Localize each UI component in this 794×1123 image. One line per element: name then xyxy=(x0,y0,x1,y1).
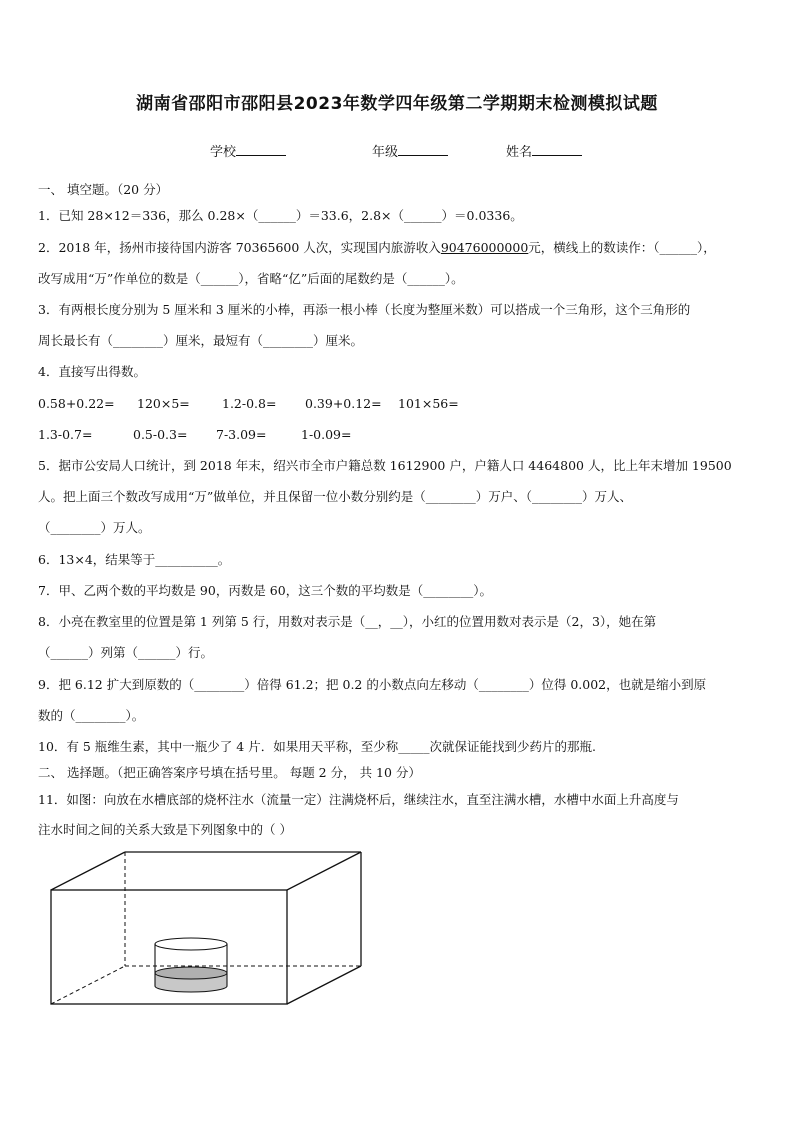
q2-text-post: 元，横线上的数读作：（______）， xyxy=(528,240,716,255)
name-blank[interactable] xyxy=(532,143,582,156)
grade-label: 年级 xyxy=(372,145,399,160)
question-2-line-2: 改写成用“万”作单位的数是（______），省略“亿”后面的尾数约是（______）。 xyxy=(38,271,464,286)
q4-item: 1.3-0.7= xyxy=(38,427,93,442)
question-9-line-1: 9．把 6.12 扩大到原数的（________）倍得 61.2；把 0.2 的小数点向左移动（________）位得 0.002，也就是缩小到原 xyxy=(38,677,707,692)
question-11-line-1: 11．如图：向放在水槽底部的烧杯注水（流量一定）注满烧杯后，继续注水，直至注满水槽，水槽中水面上升高度与 xyxy=(38,792,679,807)
q4-item: 101×56= xyxy=(398,396,459,411)
page-title: 湖南省邵阳市邵阳县2023年数学四年级第二学期期末检测模拟试题 xyxy=(136,94,658,114)
question-5-line-1: 5．据市公安局人口统计，到 2018 年末，绍兴市全市户籍总数 1612900 户，户籍人口 4464800 人，比上年末增加 19500 xyxy=(38,458,732,473)
section-fill-heading: 一、 填空题。（20 分） xyxy=(38,182,169,197)
q2-underlined-number: 90476000000 xyxy=(440,240,529,255)
question-2-line-1 xyxy=(38,240,716,256)
question-4: 4．直接写出得数。 xyxy=(38,364,146,379)
question-5-line-3: （________）万人。 xyxy=(38,520,151,535)
beaker-water-surface xyxy=(155,967,227,979)
question-6: 6．13×4，结果等于__________。 xyxy=(38,552,231,567)
school-blank[interactable] xyxy=(236,143,286,156)
q4-item: 1.2-0.8= xyxy=(222,396,277,411)
q2-text-pre: 2．2018 年，扬州市接待国内游客 70365600 人次，实现国内旅游收入 xyxy=(38,240,441,255)
question-8-line-2: （______）列第（______）行。 xyxy=(38,645,214,660)
beaker-rim xyxy=(155,938,227,950)
question-1: 1．已知 28×12＝336，那么 0.28×（______）＝33.6，2.8×（______）＝0.0336。 xyxy=(38,208,523,223)
school-label: 学校 xyxy=(210,145,237,160)
school-field[interactable] xyxy=(210,141,286,160)
q4-item: 0.5-0.3= xyxy=(133,427,188,442)
section-choice-heading: 二、 选择题。（把正确答案序号填在括号里。 每题 2 分， 共 10 分） xyxy=(38,765,421,780)
tank-hidden-left-edge xyxy=(51,966,125,1004)
q4-item: 0.58+0.22= xyxy=(38,396,115,411)
tank-top-left-edge xyxy=(51,852,125,890)
q4-item: 0.39+0.12= xyxy=(305,396,382,411)
question-8-line-1: 8．小亮在教室里的位置是第 1 列第 5 行，用数对表示是（__，__），小红的位置用数对表示是（2，3），她在第 xyxy=(38,614,657,629)
q4-item: 1-0.09= xyxy=(301,427,352,442)
water-tank-figure xyxy=(45,848,375,1013)
grade-field[interactable] xyxy=(372,141,448,160)
q4-item: 120×5= xyxy=(137,396,190,411)
question-9-line-2: 数的（________）。 xyxy=(38,708,145,723)
question-7: 7．甲、乙两个数的平均数是 90，丙数是 60，这三个数的平均数是（________）。 xyxy=(38,583,492,598)
tank-bottom-right-edge xyxy=(287,966,361,1004)
name-label: 姓名 xyxy=(506,145,533,160)
question-5-line-2: 人。把上面三个数改写成用“万”做单位，并且保留一位小数分别约是（________）万户、（________）万人、 xyxy=(38,489,633,504)
tank-top-right-edge xyxy=(287,852,361,890)
question-10: 10．有 5 瓶维生素，其中一瓶少了 4 片．如果用天平称，至少称_____次就保证能找到少药片的那瓶. xyxy=(38,739,596,754)
question-3-line-2: 周长最长有（________）厘米，最短有（________）厘米。 xyxy=(38,333,364,348)
question-11-line-2: 注水时间之间的关系大致是下列图象中的（ ） xyxy=(38,822,292,837)
question-3-line-1: 3．有两根长度分别为 5 厘米和 3 厘米的小棒，再添一根小棒（长度为整厘米数）可以搭成一个三角形，这个三角形的 xyxy=(38,302,691,317)
name-field[interactable] xyxy=(506,141,582,160)
grade-blank[interactable] xyxy=(398,143,448,156)
q4-item: 7-3.09= xyxy=(216,427,267,442)
